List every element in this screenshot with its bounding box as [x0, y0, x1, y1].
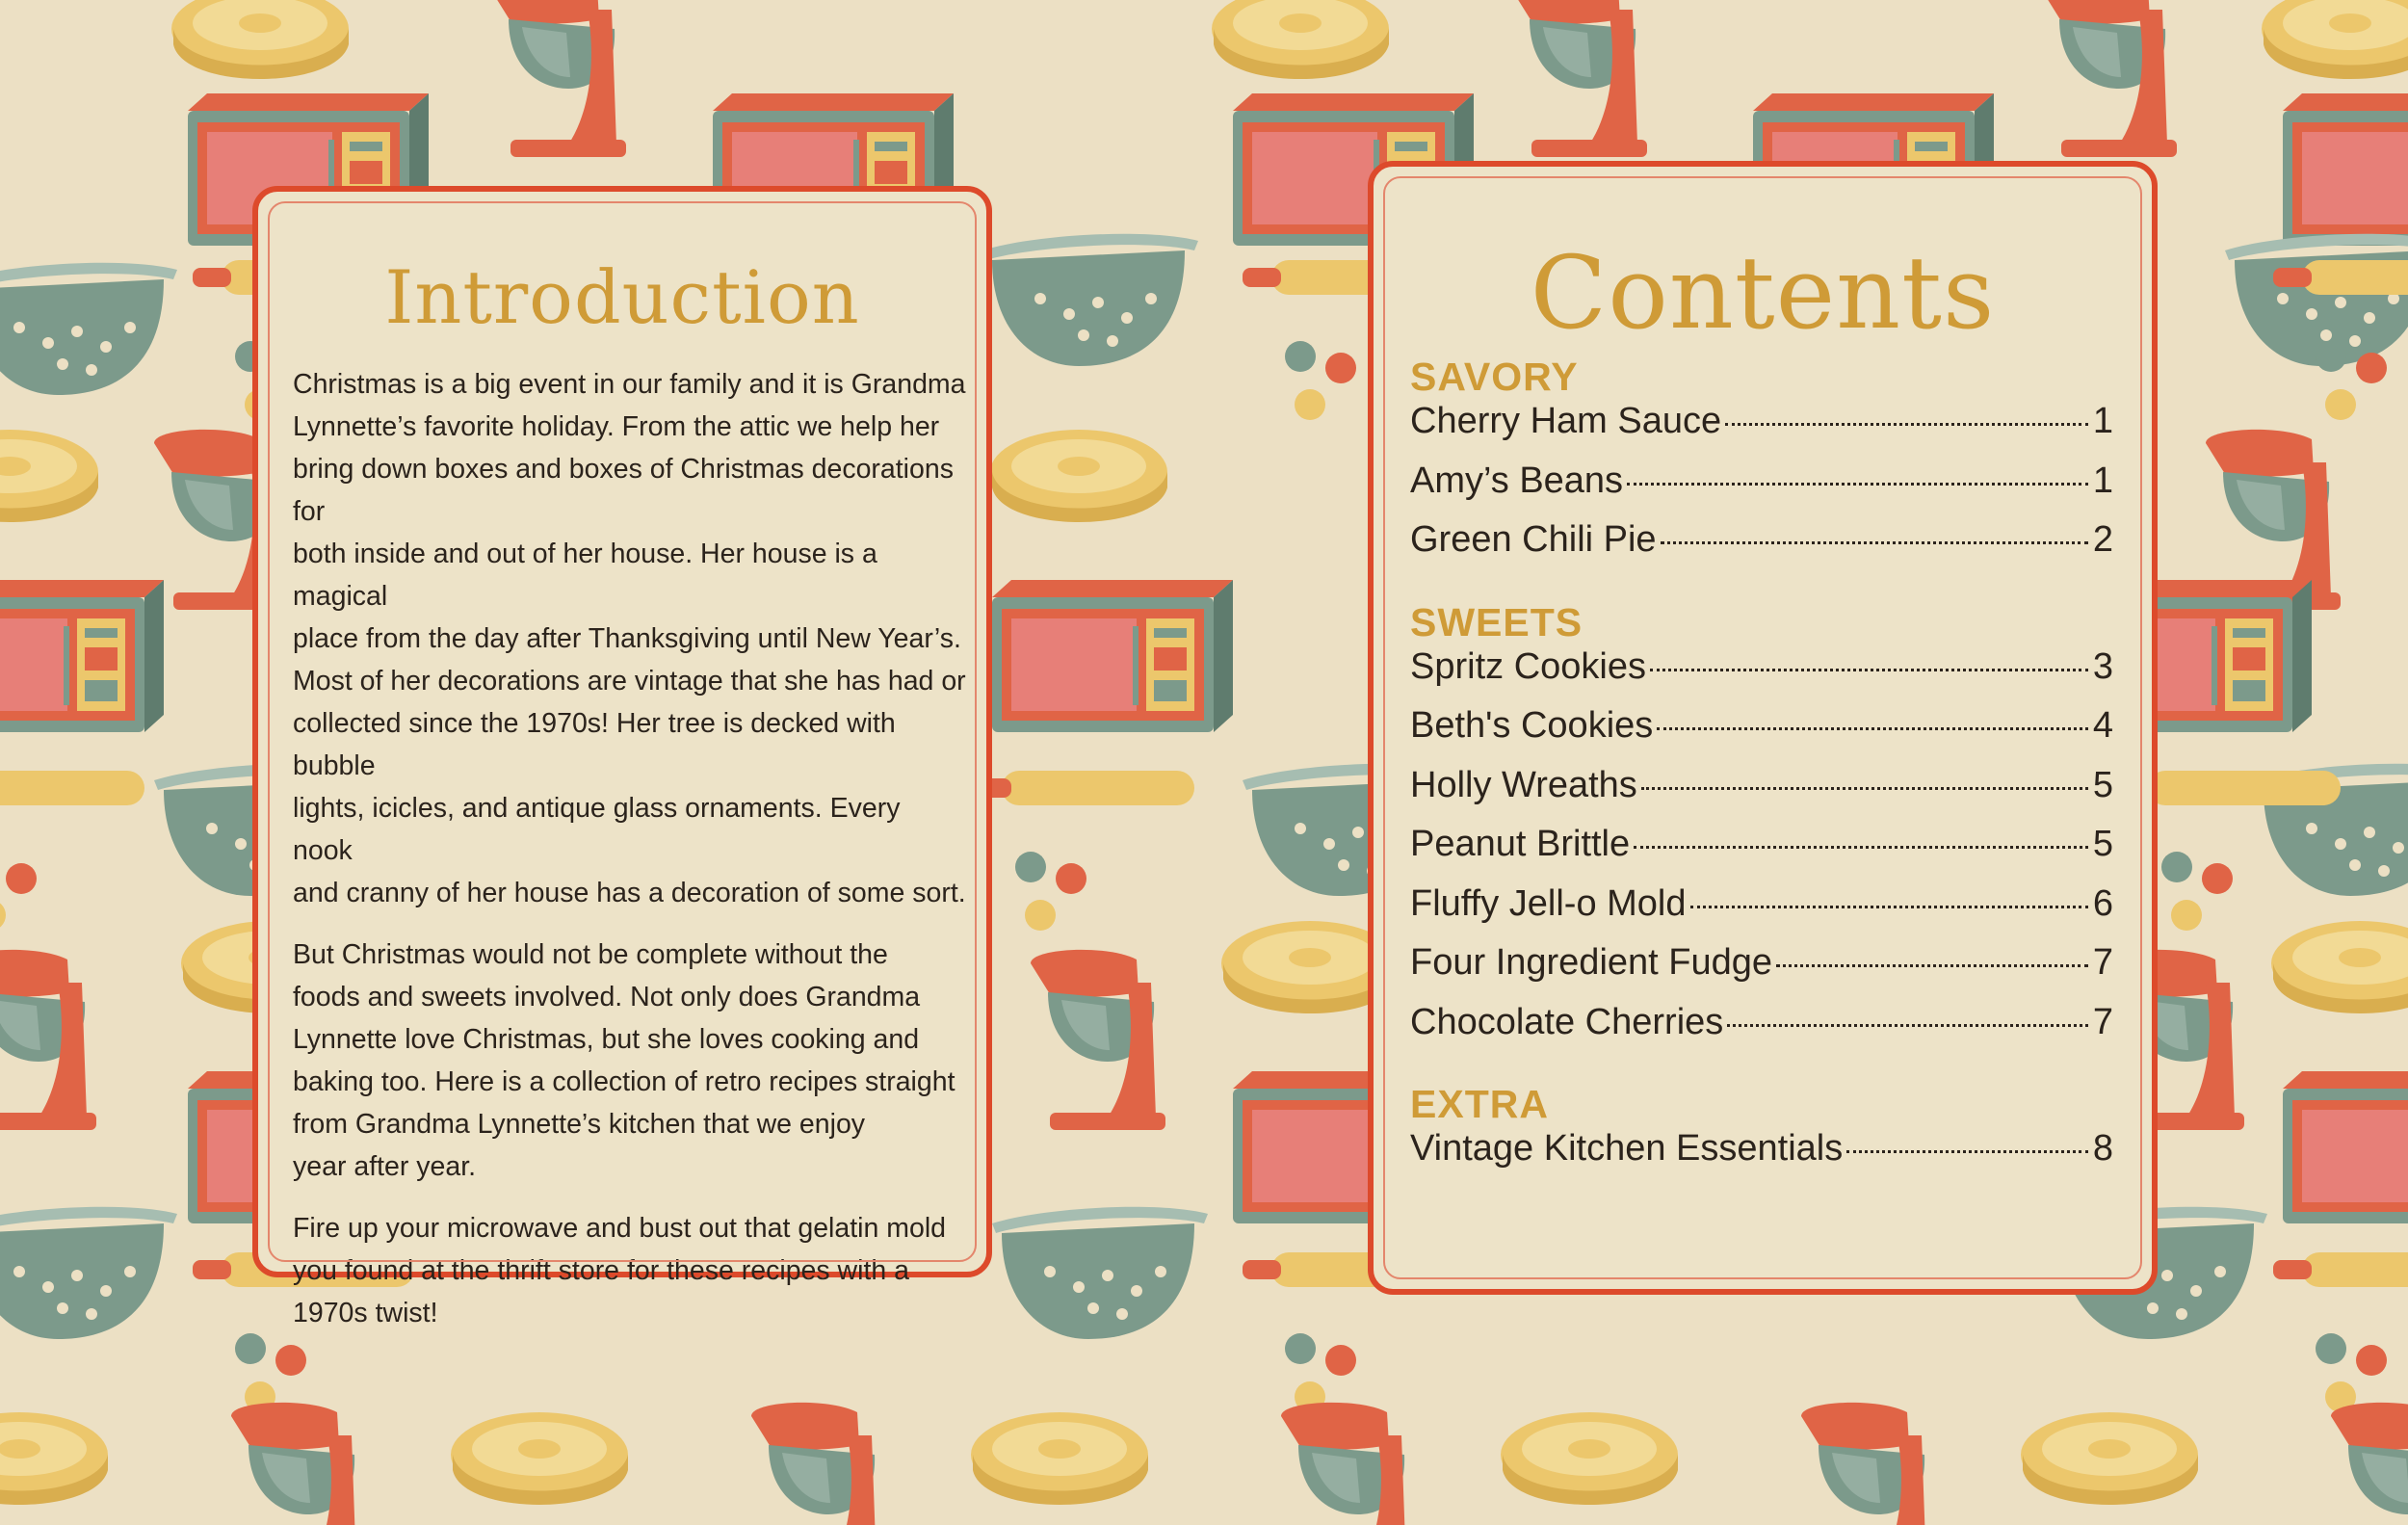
introduction-paragraph: Fire up your microwave and bust out that gelatin mold you found at the thrift store for these recipes with a 1970s twist! [293, 1213, 947, 1328]
table-of-contents [1410, 353, 2113, 1188]
toc-dot-leader [1634, 846, 2088, 849]
toc-entry[interactable] [1410, 765, 2113, 825]
toc-entry[interactable] [1410, 646, 2113, 706]
toc-section-heading: SAVORY [1410, 355, 1579, 399]
toc-entry-name: Vintage Kitchen Essentials [1410, 1128, 1844, 1169]
introduction-paragraph: But Christmas would not be complete without the foods and sweets involved. Not only does Grandma Lynnette love Christmas, but she loves cooking and baking too. Here is a collection of retro recipes straight from Grandma Lynnette’s kitchen that we enjoy year after year. [293, 939, 955, 1182]
toc-entry-name: Holly Wreaths [1410, 764, 1637, 805]
toc-entry-name: Beth's Cookies [1410, 705, 1654, 746]
toc-entry-name: Four Ingredient Fudge [1410, 942, 1773, 983]
toc-entry-page: 7 [2092, 942, 2113, 983]
toc-dot-leader [1661, 541, 2088, 544]
toc-entry[interactable] [1410, 1002, 2113, 1062]
toc-entry[interactable] [1410, 942, 2113, 1002]
toc-entry-page: 7 [2092, 1001, 2113, 1042]
toc-entry-name: Cherry Ham Sauce [1410, 401, 1722, 441]
toc-dot-leader [1725, 423, 2088, 426]
toc-entry[interactable] [1410, 883, 2113, 943]
toc-entry-page: 6 [2092, 882, 2113, 924]
toc-dot-leader [1627, 483, 2088, 486]
contents-panel [1368, 161, 2158, 1295]
toc-entry-name: Spritz Cookies [1410, 645, 1646, 687]
toc-section-heading: SWEETS [1410, 599, 1584, 644]
toc-dot-leader [1657, 727, 2088, 730]
toc-entry[interactable] [1410, 705, 2113, 765]
toc-dot-leader [1690, 906, 2088, 908]
toc-entry-page: 1 [2092, 401, 2113, 441]
toc-entry-page: 1 [2092, 460, 2113, 501]
toc-entry[interactable] [1410, 824, 2113, 883]
toc-entry-name: Chocolate Cherries [1410, 1001, 1724, 1042]
toc-entry[interactable] [1410, 460, 2113, 520]
toc-entry-page: 2 [2092, 519, 2113, 560]
introduction-panel [252, 186, 992, 1328]
toc-entry[interactable] [1410, 519, 2113, 579]
toc-entry[interactable] [1410, 1128, 2113, 1188]
toc-entry-page: 8 [2092, 1128, 2113, 1169]
toc-dot-leader [1727, 1024, 2088, 1027]
introduction-body [293, 363, 967, 1354]
toc-entry-page: 3 [2092, 645, 2113, 687]
contents-title: Contents [1530, 234, 1996, 352]
toc-entry-page: 4 [2092, 705, 2113, 746]
toc-entry-name: Green Chili Pie [1410, 519, 1657, 560]
toc-entry-page: 5 [2092, 764, 2113, 805]
toc-dot-leader [1641, 787, 2088, 790]
toc-section-heading: EXTRA [1410, 1082, 1549, 1126]
toc-dot-leader [1846, 1150, 2088, 1153]
introduction-paragraph: Christmas is a big event in our family and it is Grandma Lynnette’s favorite holiday. From the attic we help her bring down boxes and boxes of Christmas decorations for both inside and out of her house. Her house is a magical place from the day after Thanksgiving until New Year’s. Most of her decorations are vintage that she has had or collected since the 1970s! Her tree is decked with bubble lights, icicles, and antique glass ornaments. Every nook and cranny of her house has a decoration of some sort. [293, 369, 966, 908]
toc-entry-page: 5 [2092, 824, 2113, 864]
toc-dot-leader [1650, 669, 2088, 671]
introduction-title: Introduction [384, 254, 860, 340]
toc-entry-name: Peanut Brittle [1410, 824, 1631, 864]
toc-entry-name: Amy’s Beans [1410, 460, 1624, 501]
toc-entry-name: Fluffy Jell-o Mold [1410, 882, 1687, 924]
toc-entry[interactable] [1410, 401, 2113, 460]
toc-dot-leader [1776, 964, 2088, 967]
